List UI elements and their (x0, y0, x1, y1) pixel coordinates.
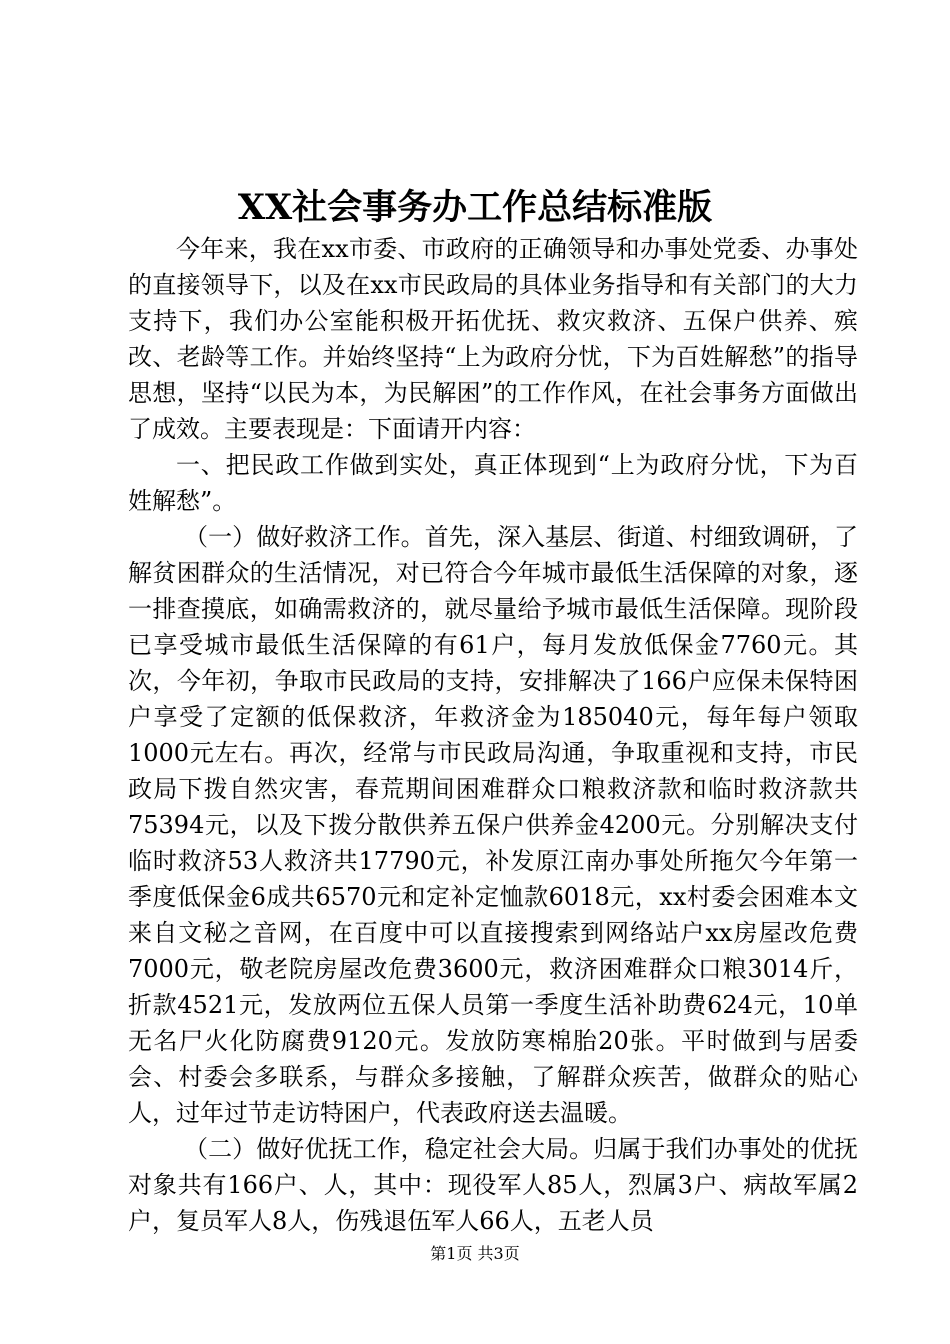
document-body (128, 231, 858, 1239)
paragraph-section-heading: 一、把民政工作做到实处，真正体现到“上为政府分忧，下为百姓解愁”。 (128, 451, 858, 515)
paragraph-intro: 今年来，我在xx市委、市政府的正确领导和办事处党委、办事处的直接领导下，以及在xx市民政局的具体业务指导和有关部门的大力支持下，我们办公室能积极开拓优抚、救灾救济、五保户供养、殡改、老龄等工作。并始终坚持“上为政府分忧，下为百姓解愁”的指导思想，坚持“以民为本，为民解困”的工作作风，在社会事务方面做出了成效。主要表现是：下面请开内容： (128, 235, 858, 443)
paragraph-preferential-work: （二）做好优抚工作，稳定社会大局。归属于我们办事处的优抚对象共有166户、人，其中：现役军人85人，烈属3户、病故军属2户，复员军人8人，伤残退伍军人66人，五老人员 (128, 1135, 858, 1235)
paragraph-relief-work: （一）做好救济工作。首先，深入基层、街道、村细致调研，了解贫困群众的生活情况，对已符合今年城市最低生活保障的对象，逐一排查摸底，如确需救济的，就尽量给予城市最低生活保障。现阶段已享受城市最低生活保障的有61户，每月发放低保金7760元。其次，今年初，争取市民政局的支持，安排解决了166户应保未保特困户享受了定额的低保救济，年救济金为185040元，每年每户领取1000元左右。再次，经常与市民政局沟通，争取重视和支持，市民政局下拨自然灾害，春荒期间困难群众口粮救济款和临时救济款共75394元，以及下拨分散供养五保户供养金4200元。分别解决支付临时救济53人救济共17790元，补发原江南办事处所拖欠今年第一季度低保金6成共6570元和定补定恤款6018元，xx村委会困难本文来自文秘之音网，在百度中可以直接搜索到网络站户xx房屋改危费7000元，敬老院房屋改危费3600元，救济困难群众口粮3014斤，折款4521元，发放两位五保人员第一季度生活补助费624元，10单无名尸火化防腐费9120元。发放防寒棉胎20张。平时做到与居委会、村委会多联系，与群众多接触，了解群众疾苦，做群众的贴心人，过年过节走访特困户，代表政府送去温暖。 (128, 523, 858, 1127)
page-number-footer: 第1页 共3页 (430, 1244, 520, 1263)
document-title: XX社会事务办工作总结标准版 (237, 187, 713, 228)
